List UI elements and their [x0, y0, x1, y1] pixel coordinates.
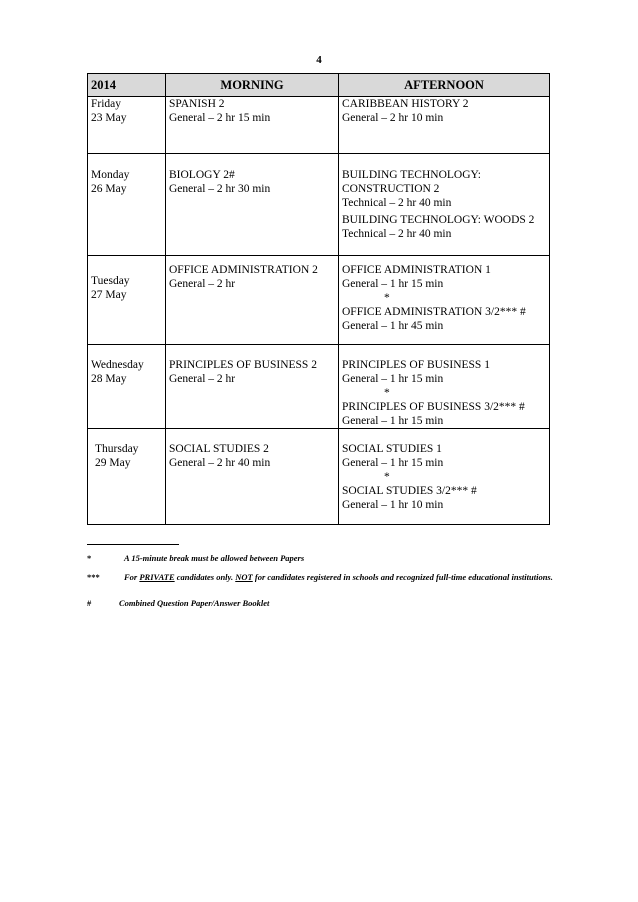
table-row [88, 256, 550, 345]
day-cell [88, 256, 166, 345]
page-number: 4 [316, 54, 322, 66]
footnote-text-mid: candidates only. [174, 572, 236, 582]
table-row [88, 97, 550, 154]
duration: Technical – 2 hr 40 min [342, 197, 452, 209]
morning-cell [166, 97, 339, 154]
duration: General – 2 hr [169, 278, 236, 290]
table-row [88, 154, 550, 256]
break-marker: * [384, 387, 390, 399]
footnote-symbol: # [87, 598, 92, 608]
footnote-text: A 15-minute break must be allowed between Papers [124, 553, 305, 563]
duration: General – 1 hr 10 min [342, 499, 444, 511]
table-row [88, 345, 550, 429]
not-word: NOT [235, 572, 253, 582]
afternoon-cell [339, 429, 550, 525]
morning-cell [166, 429, 339, 525]
morning-cell [166, 154, 339, 256]
day-date: 27 May [91, 289, 127, 301]
subject: OFFICE ADMINISTRATION 2 [169, 264, 318, 276]
subject-cont: CONSTRUCTION 2 [342, 183, 440, 195]
day-name: Tuesday [91, 275, 130, 287]
footnote-text-post: for candidates registered in schools and recognized full-time educational institutions. [252, 572, 553, 582]
exam-timetable [87, 73, 550, 525]
private-word: PRIVATE [139, 572, 175, 582]
header-afternoon: AFTERNOON [339, 74, 550, 97]
duration: General – 1 hr 15 min [342, 415, 444, 427]
duration: General – 2 hr 40 min [169, 457, 271, 469]
subject: SOCIAL STUDIES 3/2*** # [342, 485, 477, 497]
footnote-text [124, 572, 554, 583]
duration: General – 2 hr 15 min [169, 112, 271, 124]
subject: PRINCIPLES OF BUSINESS 3/2*** # [342, 401, 525, 413]
subject: SOCIAL STUDIES 2 [169, 443, 269, 455]
day-date: 26 May [91, 183, 127, 195]
afternoon-cell [339, 345, 550, 429]
day-cell [88, 97, 166, 154]
break-marker: * [384, 471, 390, 483]
subject: OFFICE ADMINISTRATION 3/2*** # [342, 306, 526, 318]
duration: General – 1 hr 45 min [342, 320, 444, 332]
day-date: 29 May [95, 457, 131, 469]
subject: PRINCIPLES OF BUSINESS 1 [342, 359, 490, 371]
footnote-text: Combined Question Paper/Answer Booklet [119, 598, 270, 608]
morning-cell [166, 345, 339, 429]
subject: BUILDING TECHNOLOGY: [342, 169, 481, 181]
header-morning: MORNING [166, 74, 339, 97]
table-row [88, 429, 550, 525]
duration: General – 2 hr [169, 373, 236, 385]
subject: BIOLOGY 2# [169, 169, 235, 181]
afternoon-cell [339, 154, 550, 256]
day-cell [88, 154, 166, 256]
day-cell [88, 345, 166, 429]
day-name: Monday [91, 169, 130, 181]
morning-cell [166, 256, 339, 345]
day-name: Wednesday [91, 359, 144, 371]
duration: General – 1 hr 15 min [342, 457, 444, 469]
afternoon-cell [339, 256, 550, 345]
duration: General – 1 hr 15 min [342, 373, 444, 385]
subject: BUILDING TECHNOLOGY: WOODS 2 [342, 214, 535, 226]
afternoon-cell [339, 97, 550, 154]
duration: General – 2 hr 10 min [342, 112, 444, 124]
day-date: 23 May [91, 112, 127, 124]
footnote-symbol: *** [87, 572, 100, 582]
header-row [88, 74, 550, 97]
day-name: Thursday [95, 443, 139, 455]
duration: General – 1 hr 15 min [342, 278, 444, 290]
header-year: 2014 [88, 74, 166, 97]
duration: General – 2 hr 30 min [169, 183, 271, 195]
duration: Technical – 2 hr 40 min [342, 228, 452, 240]
day-name: Friday [91, 98, 122, 110]
day-cell [88, 429, 166, 525]
subject: SPANISH 2 [169, 98, 225, 110]
subject: SOCIAL STUDIES 1 [342, 443, 442, 455]
subject: OFFICE ADMINISTRATION 1 [342, 264, 491, 276]
subject: PRINCIPLES OF BUSINESS 2 [169, 359, 317, 371]
footnote-symbol: * [87, 553, 92, 563]
footnote-rule [87, 544, 179, 545]
day-date: 28 May [91, 373, 127, 385]
subject: CARIBBEAN HISTORY 2 [342, 98, 469, 110]
break-marker: * [384, 292, 390, 304]
footnote-text-pre: For [124, 572, 140, 582]
